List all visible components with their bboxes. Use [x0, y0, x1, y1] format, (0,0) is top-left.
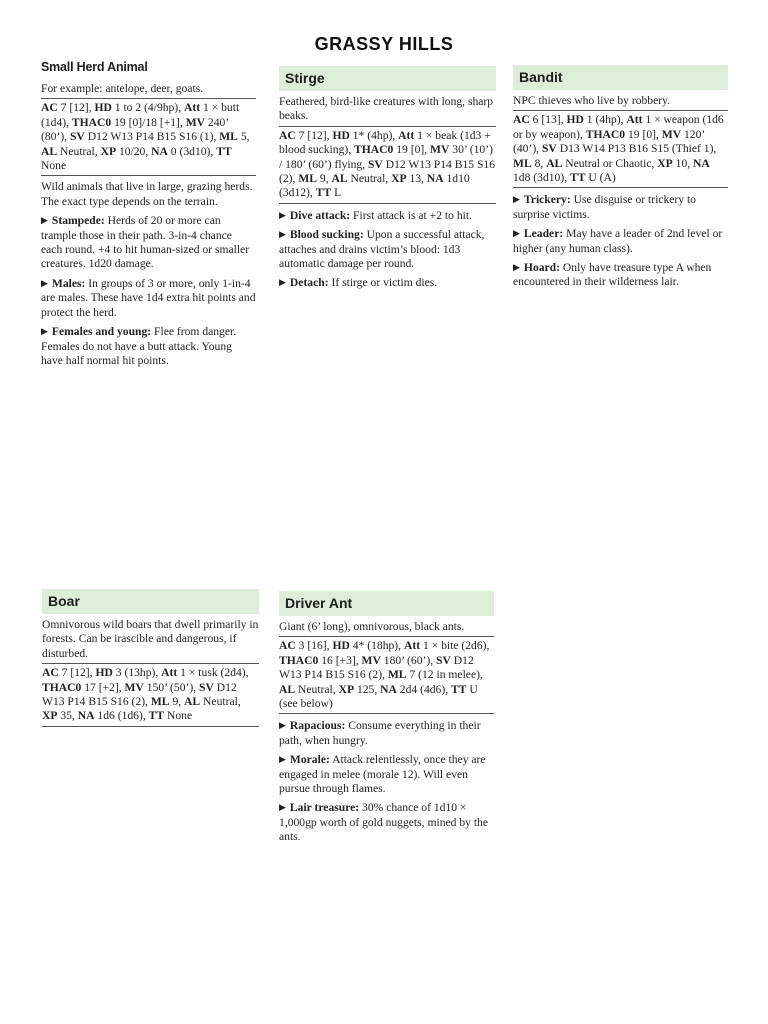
- monster-name: Stirge: [279, 66, 496, 91]
- trait-name: Lair treasure:: [289, 801, 360, 815]
- monster-name: Boar: [42, 589, 259, 614]
- stat-key: HD: [95, 666, 113, 680]
- stat-key: AC: [42, 666, 59, 680]
- stat-value: D12 W13 P14 B15 S16 (2),: [42, 680, 237, 709]
- stat-key: HD: [566, 113, 584, 127]
- trait-item: [41, 276, 256, 320]
- trait-item: [279, 752, 494, 796]
- stat-key: ML: [387, 668, 407, 682]
- triangle-bullet-icon: ▶: [279, 277, 286, 288]
- stat-key: Att: [626, 113, 643, 127]
- stat-line: [41, 99, 256, 176]
- stat-key: SV: [69, 130, 85, 144]
- stat-key: THAC0: [71, 115, 112, 129]
- stat-value: 10/20,: [116, 144, 152, 158]
- trait-text: If stirge or victim dies.: [328, 276, 438, 290]
- stat-key: Att: [403, 639, 421, 653]
- stat-key: TT: [216, 144, 232, 158]
- stat-key: ML: [219, 130, 238, 144]
- stat-line: [513, 111, 728, 188]
- trait-list: [513, 192, 728, 289]
- stat-key: TT: [148, 709, 165, 723]
- stat-key: AC: [279, 128, 296, 142]
- monster-description: For example: antelope, deer, goats.: [41, 82, 256, 99]
- stat-value: 150’ (50’),: [143, 680, 200, 694]
- monster-name: Bandit: [513, 65, 728, 90]
- trait-text: Use disguise or trickery to surprise victims.: [513, 193, 696, 221]
- stat-value: 17 [+2],: [81, 680, 125, 694]
- stat-value: 10,: [672, 156, 694, 170]
- stat-key: THAC0: [585, 127, 626, 141]
- monster-block-stirge: [279, 66, 496, 291]
- trait-text: May have a leader of 2nd level or higher (any human class).: [513, 227, 723, 255]
- stat-line: [279, 637, 494, 714]
- stat-key: ML: [150, 695, 170, 709]
- trait-text: In groups of 3 or more, only 1-in-4 are males. These have 1d4 extra hit points and protect the herd.: [41, 276, 256, 319]
- stat-value: 1d6 (1d6),: [94, 709, 149, 723]
- trait-list: [41, 213, 256, 368]
- stat-value: D12 W13 P14 B15 S16 (2),: [279, 653, 474, 682]
- stat-value: 19 [0]/18 [+1],: [111, 115, 186, 129]
- stat-key: ML: [513, 156, 532, 170]
- stat-value: U (see below): [279, 682, 478, 711]
- trait-text: Herds of 20 or more can trample those in their path. 3-in-4 chance each round. +4 to hit human-sized or smaller creatures. 1d20 damage.: [41, 214, 250, 271]
- triangle-bullet-icon: ▶: [279, 802, 286, 813]
- page-title: GRASSY HILLS: [314, 34, 454, 54]
- stat-key: NA: [426, 172, 444, 186]
- stat-key: TT: [570, 171, 586, 185]
- monster-name: Driver Ant: [279, 591, 494, 616]
- stat-value: 16 [+3],: [318, 653, 362, 667]
- trait-item: [41, 213, 256, 272]
- monster-block-boar: [42, 589, 259, 727]
- stat-key: XP: [338, 682, 355, 696]
- trait-item: [279, 275, 496, 290]
- monster-block-small-herd-animal: [41, 60, 256, 368]
- stat-key: AL: [184, 695, 201, 709]
- stat-line: [42, 664, 259, 727]
- stat-value: 7 (12 in melee),: [406, 668, 483, 682]
- monster-block-bandit: [513, 65, 728, 290]
- trait-item: [513, 260, 728, 290]
- stat-value: L: [331, 186, 342, 200]
- stat-key: THAC0: [42, 680, 82, 694]
- stat-value: 9,: [317, 172, 332, 186]
- trait-name: Morale:: [289, 753, 330, 767]
- stat-key: Att: [184, 101, 201, 115]
- stat-key: NA: [77, 709, 95, 723]
- trait-name: Leader:: [523, 227, 564, 241]
- stat-key: MV: [124, 680, 144, 694]
- trait-name: Trickery:: [523, 193, 571, 207]
- trait-item: [41, 324, 256, 368]
- stat-key: THAC0: [279, 653, 319, 667]
- stat-key: TT: [451, 682, 467, 696]
- stat-key: XP: [42, 709, 58, 723]
- stat-value: U (A): [585, 171, 616, 185]
- stat-key: HD: [332, 639, 350, 653]
- stat-value: 1d8 (3d10),: [513, 171, 570, 185]
- stat-value: 7 [12],: [58, 666, 96, 680]
- stat-key: ML: [298, 172, 318, 186]
- triangle-bullet-icon: ▶: [513, 228, 520, 239]
- stat-key: Att: [161, 666, 178, 680]
- trait-item: [279, 800, 494, 844]
- stat-value: 35,: [57, 709, 78, 723]
- stat-value: 19 [0],: [625, 127, 662, 141]
- stat-value: 1 × tusk (2d4),: [177, 666, 249, 680]
- stat-value: 125,: [354, 682, 381, 696]
- monster-description: Omnivorous wild boars that dwell primarily in forests. Can be irascible and dangerous, if disturbed.: [42, 618, 259, 664]
- trait-text: Attack relentlessly, once they are engaged in melee (morale 12). Will even pursue through flames.: [279, 753, 486, 796]
- stat-key: HD: [94, 101, 112, 115]
- trait-name: Females and young:: [51, 325, 152, 339]
- triangle-bullet-icon: ▶: [513, 262, 520, 273]
- stat-key: AC: [41, 101, 58, 115]
- stat-value: 3 (13hp),: [112, 666, 162, 680]
- stat-key: MV: [185, 115, 206, 129]
- stat-key: AL: [41, 144, 58, 158]
- trait-text: 30% chance of 1d10 × 1,000gp worth of gold nuggets, mined by the ants.: [279, 801, 488, 844]
- stat-key: SV: [367, 157, 383, 171]
- stat-key: NA: [380, 682, 397, 696]
- stat-value: 1d10 (3d12),: [279, 172, 470, 200]
- stat-key: THAC0: [354, 143, 394, 157]
- monster-description: Feathered, bird-like creatures with long, sharp beaks.: [279, 95, 496, 127]
- trait-text: Flee from danger. Females do not have a butt attack. Young have half normal hit points.: [41, 325, 237, 367]
- stat-value: 30’ (10’) / 180’ (60’) flying,: [279, 143, 493, 171]
- stat-value: Neutral or Chaotic,: [562, 156, 658, 170]
- stat-value: 9,: [169, 695, 185, 709]
- trait-name: Stampede:: [51, 214, 105, 228]
- stat-key: XP: [100, 144, 117, 158]
- stat-value: 7 [12],: [57, 101, 95, 115]
- stat-value: 120’ (40’),: [513, 127, 705, 156]
- stat-key: AL: [331, 172, 348, 186]
- monster-description: Giant (6’ long), omnivorous, black ants.: [279, 620, 494, 637]
- stat-line: [279, 127, 496, 204]
- stat-value: 0 (3d10),: [167, 144, 217, 158]
- stat-value: None: [164, 709, 193, 723]
- trait-list: [279, 718, 494, 844]
- trait-item: [279, 718, 494, 748]
- stat-value: 1* (4hp),: [349, 128, 399, 142]
- stat-key: SV: [541, 142, 557, 156]
- stat-key: XP: [391, 172, 407, 186]
- stat-value: 240’ (80’),: [41, 115, 229, 144]
- stat-value: 1 × butt (1d4),: [41, 101, 240, 129]
- triangle-bullet-icon: ▶: [279, 720, 286, 731]
- trait-name: Detach:: [289, 276, 329, 290]
- stat-key: SV: [199, 680, 214, 694]
- triangle-bullet-icon: ▶: [41, 215, 48, 226]
- trait-name: Dive attack:: [289, 208, 351, 222]
- stat-value: Neutral,: [347, 172, 392, 186]
- stat-key: MV: [661, 127, 682, 141]
- trait-item: [513, 226, 728, 256]
- stat-value: 1 to 2 (4/9hp),: [111, 101, 184, 115]
- trait-text: First attack is at +2 to hit.: [350, 208, 472, 222]
- stat-value: D12 W13 P14 B15 S16 (2),: [279, 157, 496, 186]
- trait-text: Upon a successful attack, attaches and drains victim’s blood: 1d3 automatic damage per round.: [279, 228, 485, 271]
- stat-key: NA: [693, 156, 710, 170]
- trait-text: Consume everything in their path, when hungry.: [279, 719, 481, 747]
- stat-key: AL: [279, 682, 296, 696]
- stat-value: 1 × weapon (1d6 or by weapon),: [513, 113, 724, 141]
- stat-key: Att: [398, 128, 415, 142]
- stat-key: AC: [279, 639, 296, 653]
- stat-value: None: [41, 159, 67, 173]
- stat-key: HD: [332, 128, 350, 142]
- trait-item: [513, 192, 728, 222]
- stat-value: 19 [0],: [393, 143, 431, 157]
- stat-value: 2d4 (4d6),: [396, 682, 451, 696]
- trait-text: Only have treasure type A when encountered in their wilderness lair.: [513, 261, 712, 289]
- monster-name: Small Herd Animal: [41, 60, 148, 74]
- triangle-bullet-icon: ▶: [513, 194, 520, 205]
- trait-name: Males:: [51, 276, 86, 290]
- monster-block-driver-ant: [279, 591, 494, 845]
- trait-item: [279, 208, 496, 223]
- triangle-bullet-icon: ▶: [41, 326, 48, 337]
- stat-value: 8,: [531, 156, 547, 170]
- triangle-bullet-icon: ▶: [279, 754, 286, 765]
- stat-value: Neutral,: [57, 144, 101, 158]
- stat-key: AL: [546, 156, 563, 170]
- stat-value: 1 (4hp),: [583, 113, 627, 127]
- stat-value: Neutral,: [200, 695, 241, 709]
- triangle-bullet-icon: ▶: [279, 209, 286, 220]
- stat-value: 1 × bite (2d6),: [420, 639, 490, 653]
- stat-value: 4* (18hp),: [349, 639, 404, 653]
- stat-value: 3 [16],: [295, 639, 333, 653]
- stat-value: Neutral,: [295, 682, 339, 696]
- stat-value: D12 W13 P14 B15 S16 (1),: [84, 130, 220, 144]
- monster-description: NPC thieves who live by robbery.: [513, 94, 728, 111]
- stat-key: MV: [430, 143, 450, 157]
- stat-value: 13,: [406, 172, 427, 186]
- trait-item: [279, 227, 496, 271]
- trait-name: Blood sucking:: [289, 228, 364, 242]
- stat-value: D13 W14 P13 B16 S15 (Thief 1),: [556, 142, 717, 156]
- trait-name: Hoard:: [523, 261, 560, 275]
- stat-key: AC: [513, 113, 530, 127]
- trait-name: Rapacious:: [289, 719, 346, 733]
- stat-key: MV: [361, 653, 381, 667]
- stat-key: SV: [436, 653, 451, 667]
- stat-value: 180’ (60’),: [380, 653, 437, 667]
- monster-extra: Wild animals that live in large, grazing herds. The exact type depends on the terrain.: [41, 180, 253, 208]
- stat-value: 5,: [237, 130, 250, 144]
- trait-list: [279, 208, 496, 291]
- stat-value: 1 × beak (1d3 + blood sucking),: [279, 128, 491, 157]
- stat-key: XP: [657, 156, 673, 170]
- stat-value: 7 [12],: [295, 128, 333, 142]
- triangle-bullet-icon: ▶: [279, 229, 286, 240]
- stat-key: NA: [151, 144, 168, 158]
- triangle-bullet-icon: ▶: [41, 277, 48, 288]
- stat-key: TT: [315, 186, 332, 200]
- stat-value: 6 [13],: [529, 113, 567, 127]
